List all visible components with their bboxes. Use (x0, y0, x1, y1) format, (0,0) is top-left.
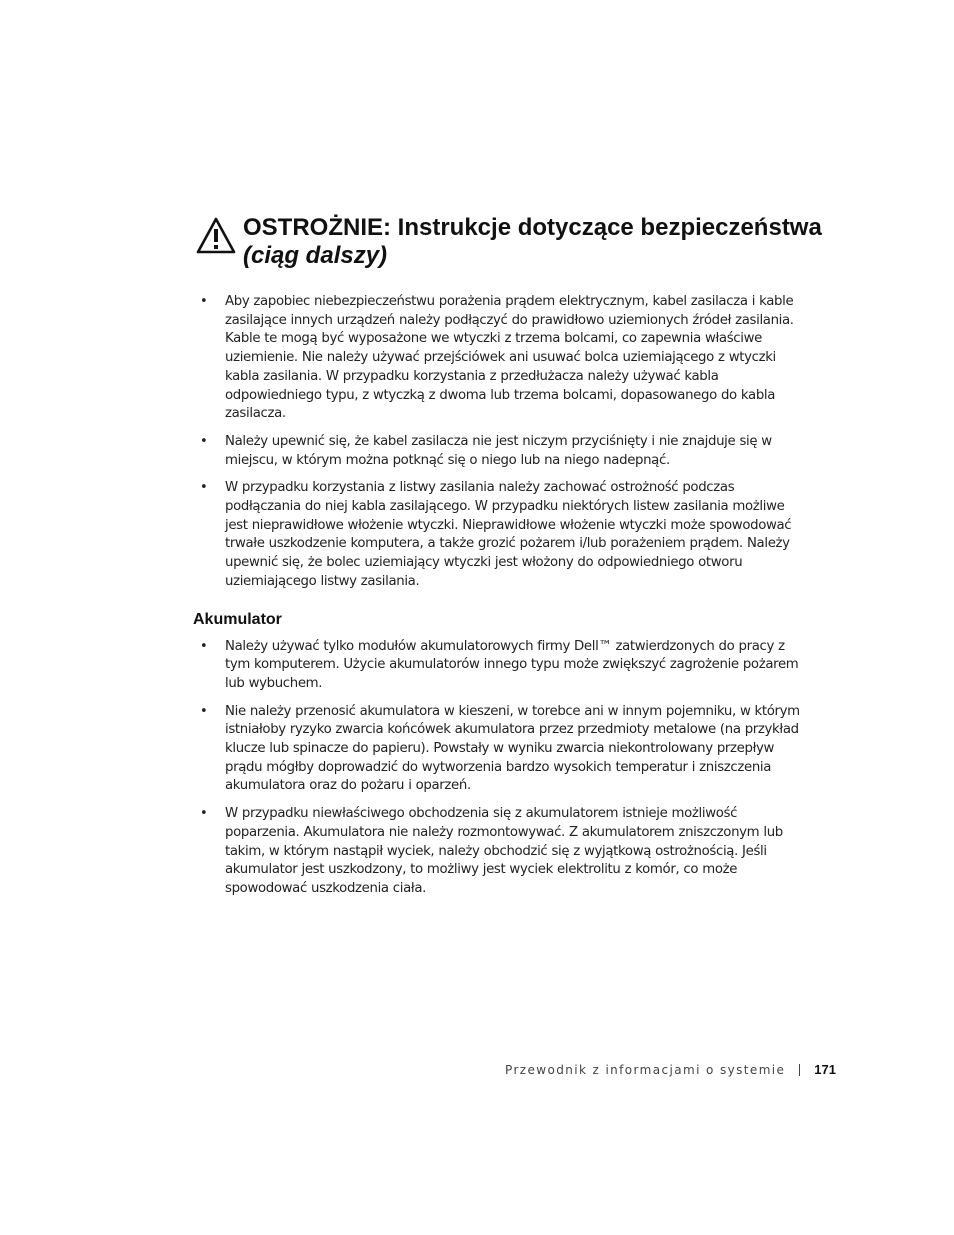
title-continued: (ciąg dalszy) (243, 242, 388, 269)
page-number: 171 (814, 1062, 836, 1077)
page-content (193, 293, 806, 908)
footer-divider (799, 1064, 800, 1076)
list-item: • W przypadku korzystania z listwy zasilania należy zachować ostrożność podczas podłączania do niej kabla zasilającego. W przypadku niektórych listew zasilania możliwe jest nieprawidłowe włożenie wtyczki. Nieprawidłowe włożenie wtyczki może spowodować trwałe uszkodzenie komputera, a także grozić pożarem i/lub porażeniem prądem. Należy upewnić się, że bolec uziemiający wtyczki jest włożony do odpowiedniego otworu uziemiającego listwy zasilania. (200, 480, 792, 589)
list-item: • Należy upewnić się, że kabel zasilacza nie jest niczym przyciśnięty i nie znajduje się w miejscu, w którym można potknąć się o niego lub na niego nadepnąć. (200, 433, 772, 468)
battery-safety-list (196, 638, 806, 899)
general-safety-list (196, 293, 806, 592)
footer-guide-title: Przewodnik z informacjami o systemie (505, 1063, 786, 1077)
title-main: OSTROŻNIE: Instrukcje dotyczące bezpieczeństwa (243, 214, 822, 241)
bullet-icon: • (200, 433, 208, 449)
list-item: • W przypadku niewłaściwego obchodzenia się z akumulatorem istnieje możliwość poparzenia. Akumulatora nie należy rozmontowywać. Z akumulatorem zniszczonym lub takim, w którym nastąpił wyciek, należy obchodzić się z wyjątkową ostrożnością. Jeśli akumulator jest uszkodzony, to możliwy jest wyciek elektrolitu z komór, co może spowodować uszkodzenia ciała. (200, 806, 783, 896)
page-title (243, 214, 836, 270)
bullet-icon: • (200, 294, 208, 309)
battery-heading: Akumulator (193, 610, 282, 628)
bullet-icon: • (200, 480, 208, 496)
bullet-icon: • (200, 638, 208, 654)
page-footer (400, 1061, 836, 1079)
list-item: • Należy używać tylko modułów akumulatorowych firmy Dell™ zatwierdzonych do pracy z tym komputerem. Użycie akumulatorów innego typu może zwiększyć zagrożenie pożarem lub wybuchem. (200, 638, 799, 691)
section-heading (196, 214, 836, 270)
list-item: • Nie należy przenosić akumulatora w kieszeni, w torebce ani w innym pojemniku, w którym istniałoby ryzyko zwarcia końcówek akumulatora przez przedmioty metalowe (na przykład klucze lub spinacze do papieru). Powstały w wyniku zwarcia niekontrolowany przepływ prądu mógłby doprowadzić do wytworzenia bardzo wysokich temperatur i zniszczenia akumulatora oraz do pożaru i oparzeń. (200, 703, 800, 794)
bullet-icon: • (200, 806, 208, 822)
bullet-icon: • (200, 703, 208, 719)
list-item: • Aby zapobiec niebezpieczeństwu porażenia prądem elektrycznym, kabel zasilacza i kable zasilające innych urządzeń należy podłączyć do prawidłowo uziemionych źródeł zasilania. Kable te mogą być wyposażone we wtyczki z trzema bolcami, co zapewnia właściwe uziemienie. Nie należy używać przejściówek ani usuwać bolca uziemiającego z wtyczki kabla zasilania. W przypadku korzystania z przedłużacza należy używać kabla odpowiedniego typu, z wtyczką z dwoma lub trzema bolcami, dopasowanego do kabla zasilacza. (200, 294, 794, 422)
warning-triangle-icon (196, 217, 236, 255)
